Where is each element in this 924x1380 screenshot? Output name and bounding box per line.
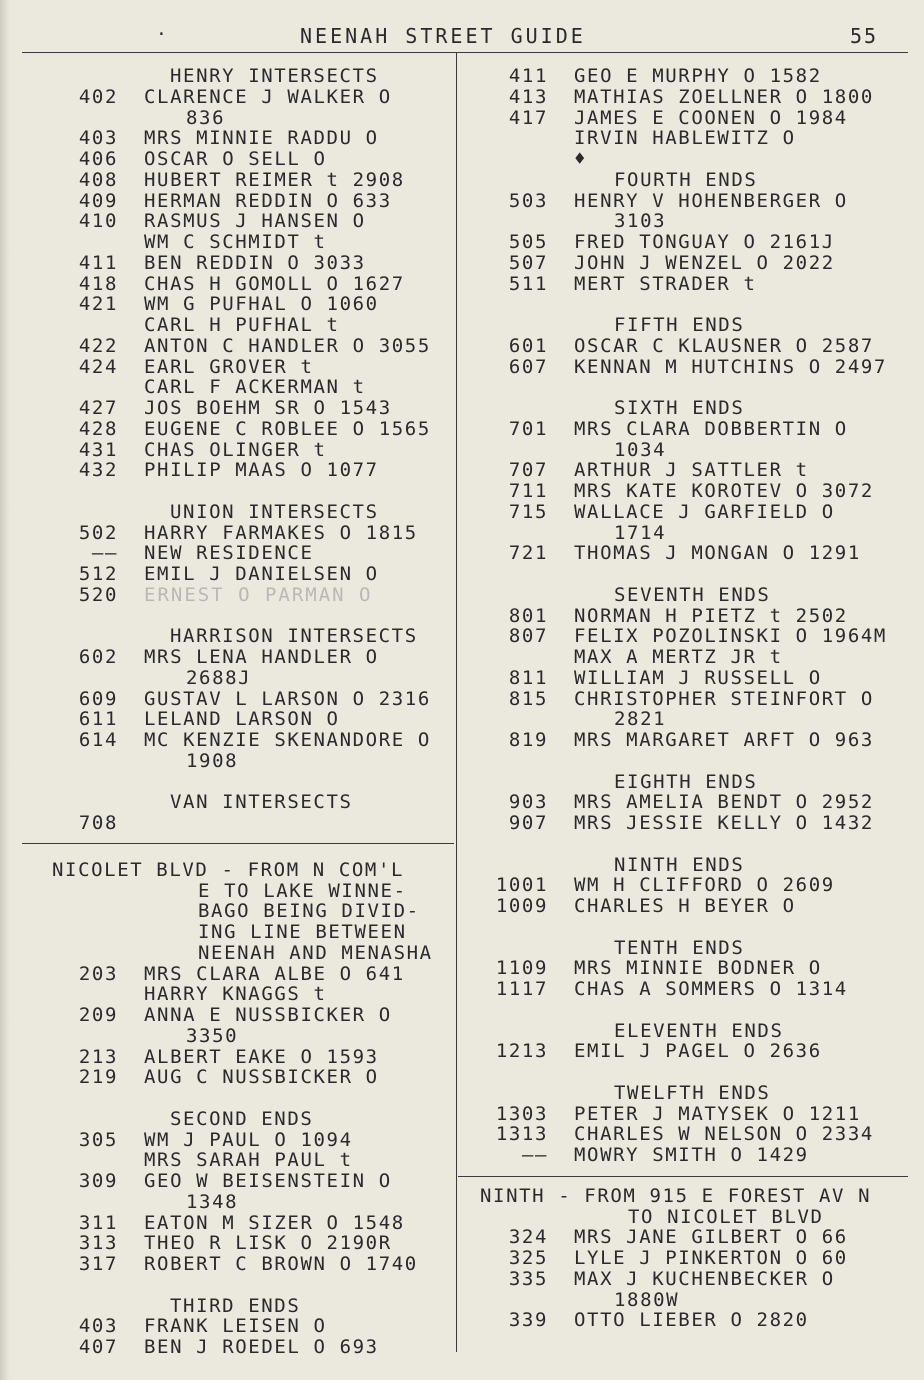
house-number: 903 — [508, 791, 548, 814]
house-number: 907 — [508, 812, 548, 834]
section-heading: NINTH ENDS — [614, 853, 745, 876]
resident-entry: BEN REDDIN O 3033 — [144, 251, 366, 274]
header-rule — [22, 52, 908, 53]
resident-entry: ANNA E NUSSBICKER O — [144, 1004, 392, 1026]
section-heading: TENTH ENDS — [614, 936, 745, 959]
section-heading: FOURTH ENDS — [614, 168, 758, 191]
entry-continuation: 1348 — [186, 1190, 239, 1213]
resident-entry: HUBERT REIMER t 2908 — [144, 168, 405, 191]
resident-entry: EATON M SIZER O 1548 — [144, 1211, 405, 1234]
street-description: BAGO BEING DIVID- — [198, 900, 420, 923]
resident-entry: MRS MINNIE RADDU O — [144, 127, 379, 150]
house-number: 609 — [78, 687, 118, 710]
resident-entry: MRS JESSIE KELLY O 1432 — [574, 812, 874, 834]
house-number: 607 — [508, 355, 548, 378]
resident-entry: RASMUS J HANSEN O — [144, 210, 366, 233]
house-number: 411 — [78, 251, 118, 274]
entry-continuation: 2821 — [614, 708, 667, 731]
resident-entry: GUSTAV L LARSON O 2316 — [144, 687, 431, 710]
house-number: 701 — [508, 417, 548, 440]
house-number: 424 — [78, 355, 118, 378]
resident-entry: ♦ — [574, 148, 588, 170]
house-number: 309 — [78, 1170, 118, 1192]
resident-entry: FELIX POZOLINSKI O 1964M — [574, 625, 887, 648]
entry-continuation: 1714 — [614, 521, 667, 544]
street-description: E TO LAKE WINNE- — [198, 879, 407, 902]
house-number: 313 — [78, 1232, 118, 1255]
resident-entry: MRS JANE GILBERT O 66 — [574, 1226, 848, 1249]
house-number: 432 — [78, 459, 118, 482]
resident-entry: WALLACE J GARFIELD O — [574, 500, 835, 523]
section-rule-left — [22, 843, 454, 844]
resident-entry: LYLE J PINKERTON O 60 — [574, 1247, 848, 1269]
resident-entry: BEN J ROEDEL O 693 — [144, 1336, 379, 1358]
house-number: 411 — [508, 65, 548, 87]
house-number: 335 — [508, 1267, 548, 1290]
street-description: TO NICOLET BLVD — [628, 1205, 824, 1228]
street-header: NINTH - FROM 915 E FOREST AV N — [480, 1184, 872, 1207]
entry-continuation: 1880W — [614, 1288, 680, 1311]
street-description: ING LINE BETWEEN — [198, 921, 407, 943]
resident-entry: EARL GROVER t — [144, 355, 314, 378]
resident-entry: OSCAR O SELL O — [144, 148, 327, 170]
house-number: 602 — [78, 646, 118, 668]
resident-entry: CHRISTOPHER STEINFORT O — [574, 687, 874, 710]
house-number: 410 — [78, 210, 118, 233]
house-number: 1009 — [495, 895, 548, 917]
resident-entry: OSCAR C KLAUSNER O 2587 — [574, 334, 874, 357]
resident-entry: WILLIAM J RUSSELL O — [574, 666, 822, 689]
resident-entry: CLARENCE J WALKER O — [144, 85, 392, 108]
resident-entry: JAMES E COONEN O 1984 — [574, 106, 848, 129]
house-number: 711 — [508, 480, 548, 502]
street-description: NEENAH AND MENASHA — [198, 941, 433, 964]
resident-entry: AUG C NUSSBICKER O — [144, 1066, 379, 1089]
resident-entry: MRS AMELIA BENDT O 2952 — [574, 791, 874, 814]
house-number: 512 — [78, 563, 118, 585]
resident-entry: CHAS A SOMMERS O 1314 — [574, 978, 848, 1000]
house-number: 407 — [78, 1336, 118, 1358]
resident-entry: MRS CLARA DOBBERTIN O — [574, 417, 848, 440]
house-number: 811 — [508, 666, 548, 689]
house-number: 409 — [78, 189, 118, 212]
house-number: 413 — [508, 85, 548, 108]
resident-entry: MOWRY SMITH O 1429 — [574, 1144, 809, 1166]
section-heading: HARRISON INTERSECTS — [170, 625, 418, 648]
street-header: NICOLET BLVD - FROM N COM'L — [52, 858, 405, 881]
house-number: 417 — [508, 106, 548, 129]
resident-entry: NEW RESIDENCE — [144, 542, 314, 565]
resident-entry: EMIL J DANIELSEN O — [144, 563, 379, 585]
house-number: 324 — [508, 1226, 548, 1249]
house-number: 325 — [508, 1247, 548, 1269]
resident-entry: HERMAN REDDIN O 633 — [144, 189, 392, 212]
section-heading: FIFTH ENDS — [614, 314, 745, 336]
house-number: 317 — [78, 1253, 118, 1275]
stray-mark: · — [156, 24, 169, 45]
page-title: NEENAH STREET GUIDE — [300, 24, 586, 48]
resident-entry: EMIL J PAGEL O 2636 — [574, 1040, 822, 1063]
resident-entry: LELAND LARSON O — [144, 708, 340, 731]
house-number: 721 — [508, 542, 548, 565]
house-number: —— — [521, 1144, 548, 1166]
resident-entry: ROBERT C BROWN O 1740 — [144, 1253, 418, 1275]
resident-entry: MRS CLARA ALBE O 641 — [144, 962, 405, 985]
house-number: 502 — [78, 521, 118, 544]
house-number: 418 — [78, 272, 118, 295]
house-number: 1213 — [495, 1040, 548, 1063]
house-number: 406 — [78, 148, 118, 170]
house-number: 403 — [78, 127, 118, 150]
house-number: 219 — [78, 1066, 118, 1089]
house-number: 428 — [78, 417, 118, 440]
resident-entry: WM J PAUL O 1094 — [144, 1128, 353, 1151]
house-number: 503 — [508, 189, 548, 212]
section-rule-right — [458, 1176, 908, 1177]
resident-entry: MRS KATE KOROTEV O 3072 — [574, 480, 874, 502]
section-heading: EIGHTH ENDS — [614, 770, 758, 793]
resident-entry: GEO W BEISENSTEIN O — [144, 1170, 392, 1192]
resident-entry: HARRY FARMAKES O 1815 — [144, 521, 418, 544]
house-number: 801 — [508, 604, 548, 627]
section-heading: VAN INTERSECTS — [170, 791, 353, 814]
house-number: 1303 — [495, 1102, 548, 1125]
resident-entry: JOS BOEHM SR O 1543 — [144, 397, 392, 419]
entry-continuation: 1908 — [186, 749, 239, 772]
resident-entry: MRS MARGARET ARFT O 963 — [574, 729, 874, 751]
resident-entry: ERNEST O PARMAN O — [144, 583, 373, 606]
resident-entry: WM C SCHMIDT t — [144, 231, 327, 253]
house-number: 209 — [78, 1004, 118, 1026]
house-number: 403 — [78, 1315, 118, 1338]
section-heading: THIRD ENDS — [170, 1294, 301, 1317]
house-number: 815 — [508, 687, 548, 710]
resident-entry: THEO R LISK O 2190R — [144, 1232, 392, 1255]
section-heading: UNION INTERSECTS — [170, 500, 379, 523]
resident-entry: ANTON C HANDLER O 3055 — [144, 334, 431, 357]
column-divider — [456, 52, 457, 1352]
resident-entry: MC KENZIE SKENANDORE O — [144, 729, 431, 751]
house-number: 422 — [78, 334, 118, 357]
house-number: 708 — [78, 812, 118, 834]
resident-entry: NORMAN H PIETZ t 2502 — [574, 604, 848, 627]
section-heading: SEVENTH ENDS — [614, 583, 771, 606]
resident-entry: PHILIP MAAS O 1077 — [144, 459, 379, 482]
house-number: 819 — [508, 729, 548, 751]
section-heading: SECOND ENDS — [170, 1107, 314, 1130]
resident-entry: PETER J MATYSEK O 1211 — [574, 1102, 861, 1125]
house-number: 427 — [78, 397, 118, 419]
section-heading: TWELFTH ENDS — [614, 1081, 771, 1104]
house-number: 614 — [78, 729, 118, 751]
resident-entry: CHARLES W NELSON O 2334 — [574, 1123, 874, 1146]
house-number: —— — [91, 542, 118, 565]
house-number: 507 — [508, 251, 548, 274]
house-number: 421 — [78, 293, 118, 316]
section-heading: ELEVENTH ENDS — [614, 1019, 784, 1042]
house-number: 601 — [508, 334, 548, 357]
resident-entry: MAX A MERTZ JR t — [574, 646, 783, 668]
entry-continuation: 836 — [186, 106, 226, 129]
resident-entry: WM H CLIFFORD O 2609 — [574, 874, 835, 897]
house-number: 1313 — [495, 1123, 548, 1146]
house-number: 511 — [508, 272, 548, 295]
resident-entry: THOMAS J MONGAN O 1291 — [574, 542, 861, 565]
section-heading: SIXTH ENDS — [614, 397, 745, 419]
resident-entry: EUGENE C ROBLEE O 1565 — [144, 417, 431, 440]
resident-entry: GEO E MURPHY O 1582 — [574, 65, 822, 87]
resident-entry: MERT STRADER t — [574, 272, 757, 295]
resident-entry: MRS MINNIE BODNER O — [574, 957, 822, 980]
entry-continuation: 3103 — [614, 210, 667, 233]
house-number: 213 — [78, 1045, 118, 1068]
house-number: 715 — [508, 500, 548, 523]
resident-entry: OTTO LIEBER O 2820 — [574, 1309, 809, 1332]
resident-entry: MAX J KUCHENBECKER O — [574, 1267, 835, 1290]
resident-entry: CHARLES H BEYER O — [574, 895, 796, 917]
resident-entry: JOHN J WENZEL O 2022 — [574, 251, 835, 274]
house-number: 611 — [78, 708, 118, 731]
resident-entry: CHAS H GOMOLL O 1627 — [144, 272, 405, 295]
resident-entry: CHAS OLINGER t — [144, 438, 327, 461]
house-number: 402 — [78, 85, 118, 108]
resident-entry: MRS LENA HANDLER O — [144, 646, 379, 668]
resident-entry: ALBERT EAKE O 1593 — [144, 1045, 379, 1068]
page-binding-shadow — [0, 0, 10, 1380]
resident-entry: CARL H PUFHAL t — [144, 314, 340, 336]
house-number: 520 — [78, 583, 118, 606]
entry-continuation: 3350 — [186, 1024, 239, 1047]
house-number: 1117 — [495, 978, 548, 1000]
resident-entry: FRANK LEISEN O — [144, 1315, 327, 1338]
section-heading: HENRY INTERSECTS — [170, 65, 379, 87]
house-number: 311 — [78, 1211, 118, 1234]
resident-entry: IRVIN HABLEWITZ O — [574, 127, 796, 150]
house-number: 505 — [508, 231, 548, 253]
resident-entry: HENRY V HOHENBERGER O — [574, 189, 848, 212]
resident-entry: ARTHUR J SATTLER t — [574, 459, 809, 482]
entry-continuation: 1034 — [614, 438, 667, 461]
resident-entry: FRED TONGUAY O 2161J — [574, 231, 835, 253]
resident-entry: CARL F ACKERMAN t — [144, 376, 366, 399]
house-number: 408 — [78, 168, 118, 191]
house-number: 1109 — [495, 957, 548, 980]
house-number: 1001 — [495, 874, 548, 897]
house-number: 203 — [78, 962, 118, 985]
house-number: 431 — [78, 438, 118, 461]
entry-continuation: 2688J — [186, 666, 252, 689]
house-number: 707 — [508, 459, 548, 482]
resident-entry: MATHIAS ZOELLNER O 1800 — [574, 85, 874, 108]
house-number: 305 — [78, 1128, 118, 1151]
resident-entry: WM G PUFHAL O 1060 — [144, 293, 379, 316]
resident-entry: MRS SARAH PAUL t — [144, 1149, 353, 1172]
house-number: 807 — [508, 625, 548, 648]
resident-entry: KENNAN M HUTCHINS O 2497 — [574, 355, 887, 378]
house-number: 339 — [508, 1309, 548, 1332]
resident-entry: HARRY KNAGGS t — [144, 983, 327, 1006]
page-number: 55 — [850, 24, 879, 48]
